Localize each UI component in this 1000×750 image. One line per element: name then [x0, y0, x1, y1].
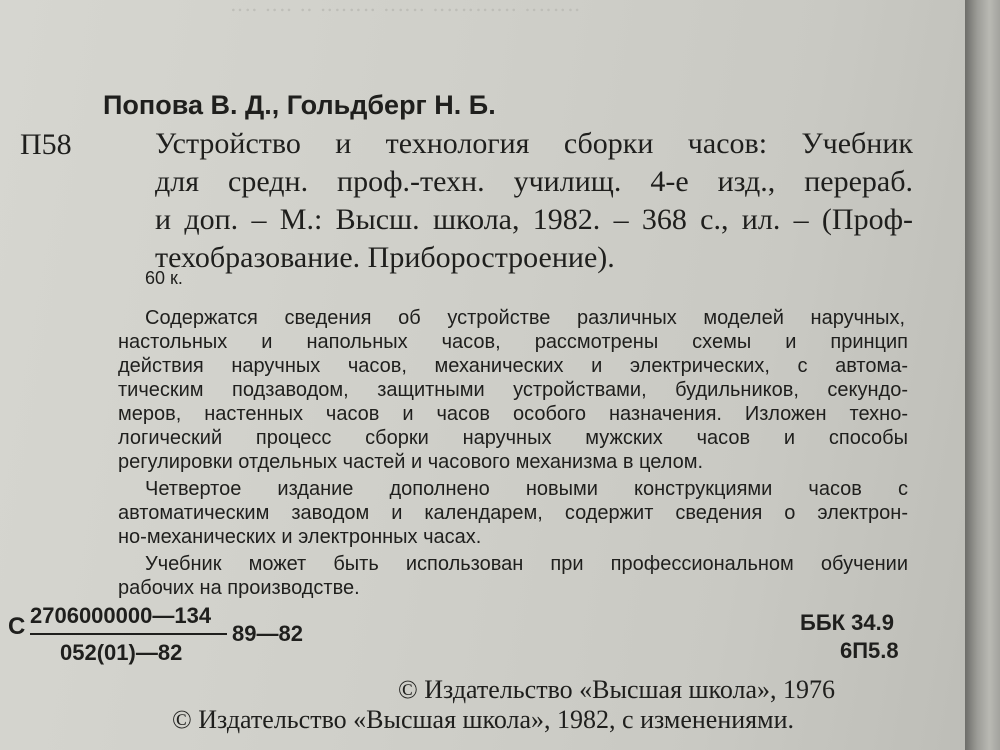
- abstract-line: тическим подзаводом, защитными устройствами, будильников, секундо-: [118, 379, 908, 401]
- abstract-line: рабочих на производстве.: [118, 577, 360, 599]
- index-suffix: 89—82: [232, 621, 303, 646]
- index-denominator: 052(01)—82: [60, 640, 183, 665]
- abstract-line: Содержатся сведения об устройстве различных моделей наручных,: [145, 307, 905, 329]
- price: 60 к.: [145, 268, 183, 288]
- fraction-line: [30, 633, 227, 635]
- abstract-line: автоматическим заводом и календарем, содержит сведения о электрон-: [118, 502, 908, 524]
- main-entry-line: техобразование. Приборостроение).: [155, 241, 615, 274]
- authors: Попова В. Д., Гольдберг Н. Б.: [103, 90, 496, 120]
- bleed-through-text: ‥‥ ‥‥ ‥ ‥‥‥‥ ‥‥‥ ‥‥‥‥‥‥ ‥‥‥‥: [230, 0, 582, 16]
- abstract-line: Учебник может быть использован при профессиональном обучении: [145, 553, 908, 575]
- abstract-line: действия наручных часов, механических и электрических, с автома-: [118, 355, 908, 377]
- library-code: П58: [20, 128, 72, 161]
- main-entry-line: Устройство и технология сборки часов: Учебник: [155, 127, 913, 160]
- main-entry-line: для средн. проф.-техн. училищ. 4-е изд., перераб.: [155, 165, 913, 198]
- abstract-line: но-механических и электронных часах.: [118, 526, 482, 548]
- abstract-line: настольных и напольных часов, рассмотрены схемы и принцип: [118, 331, 908, 353]
- abstract-line: меров, настенных часов и часов особого назначения. Изложен техно-: [118, 403, 908, 425]
- bbk-code: 6П5.8: [840, 638, 899, 663]
- main-entry: [155, 125, 913, 277]
- abstract-line: Четвертое издание дополнено новыми конструкциями часов с: [145, 478, 908, 500]
- bbk-label: ББК 34.9: [800, 610, 894, 635]
- abstract-line: логический процесс сборки наручных мужских часов и способы: [118, 427, 908, 449]
- index-letter: С: [8, 613, 26, 640]
- copyright-line: © Издательство «Высшая школа», 1976: [398, 675, 836, 704]
- abstract-line: регулировки отдельных частей и часового механизма в целом.: [118, 451, 704, 473]
- main-entry-line: и доп. – М.: Высш. школа, 1982. – 368 с., ил. – (Проф-: [155, 203, 913, 236]
- book-spine: [965, 0, 1000, 750]
- copyright-line: © Издательство «Высшая школа», 1982, с изменениями.: [172, 705, 794, 734]
- index-numerator: 2706000000—134: [30, 603, 212, 628]
